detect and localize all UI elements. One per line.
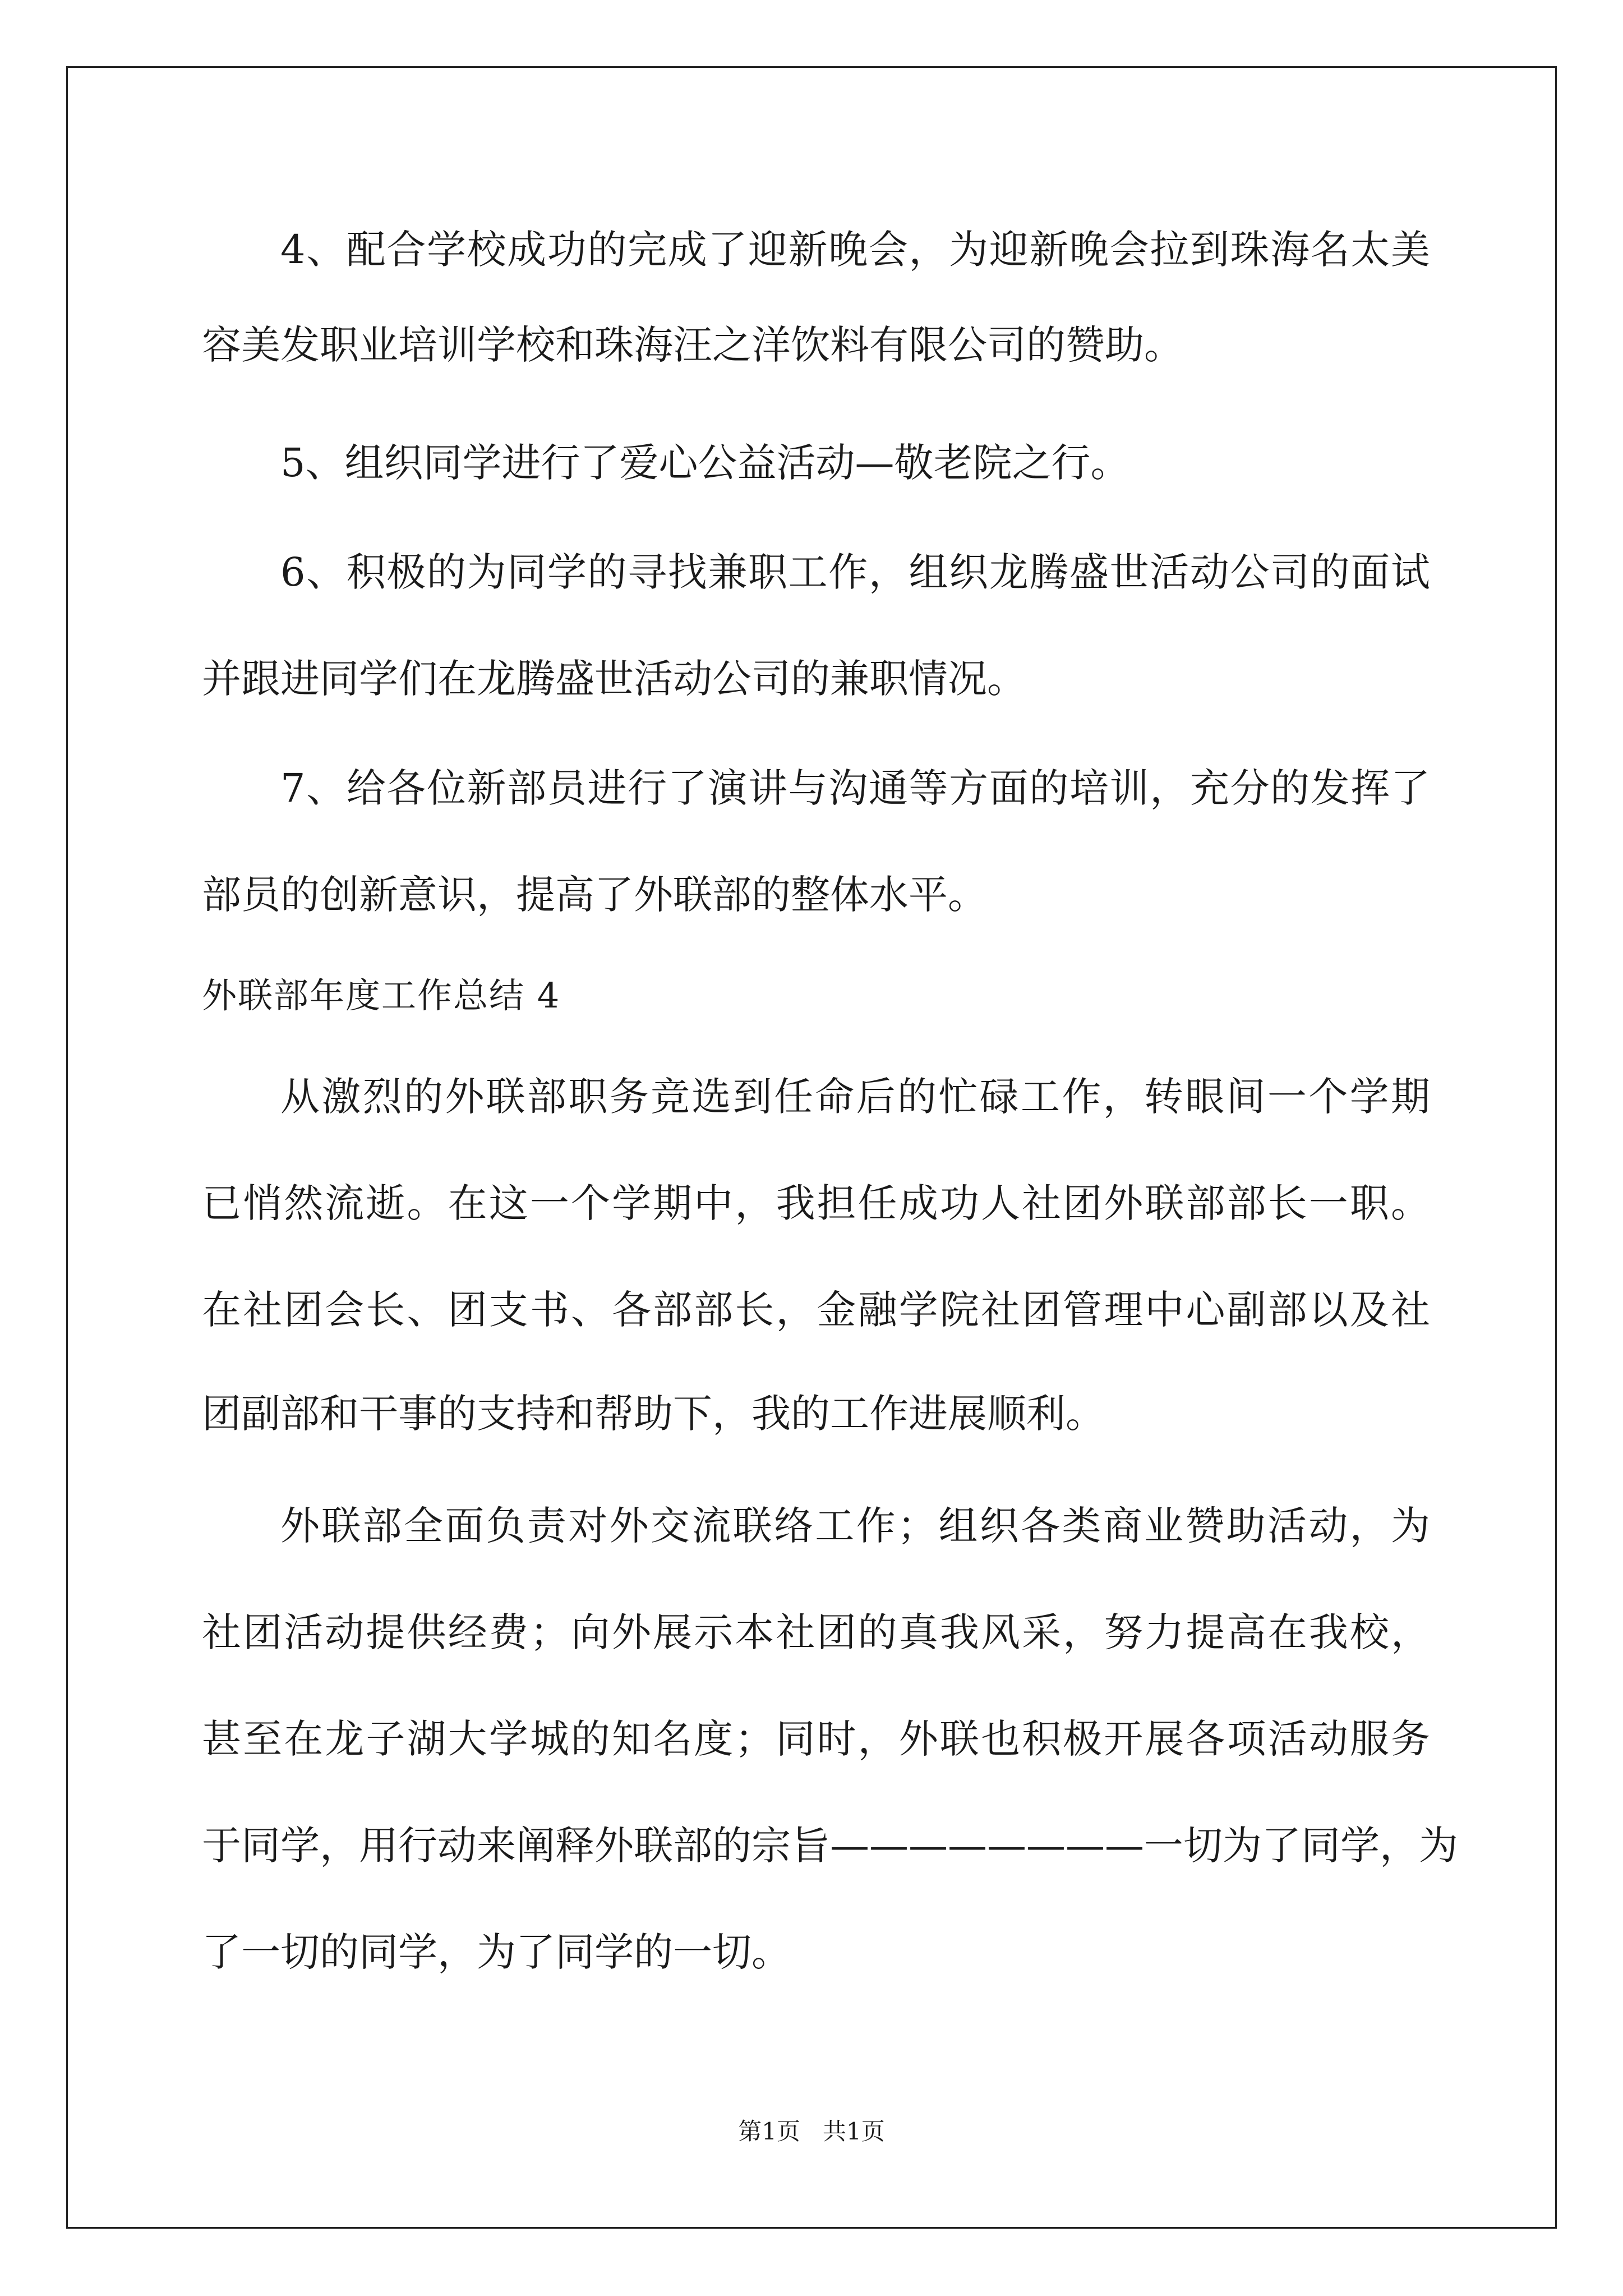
paragraph-line: 4、配合学校成功的完成了迎新晚会，为迎新晚会拉到珠海名太美: [280, 227, 1430, 273]
paragraph-line: 团副部和干事的支持和帮助下，我的工作进展顺利。: [202, 1391, 1105, 1437]
paragraph-line: 外联部全面负责对外交流联络工作；组织各类商业赞助活动，为: [280, 1503, 1430, 1549]
section-heading: 外联部年度工作总结 4: [202, 975, 561, 1016]
paragraph-line: 并跟进同学们在龙腾盛世活动公司的兼职情况。: [202, 656, 1026, 702]
paragraph-line: 已悄然流逝。在这一个学期中，我担任成功人社团外联部部长一职。: [202, 1180, 1430, 1226]
page-number: 第1页 共1页: [738, 2118, 885, 2145]
paragraph-line: 5、组织同学进行了爱心公益活动—敬老院之行。: [280, 440, 1130, 486]
page-border: [66, 66, 1557, 2229]
paragraph-line: 在社团会长、团支书、各部部长，金融学院社团管理中心副部以及社: [202, 1287, 1430, 1333]
paragraph-line: 社团活动提供经费；向外展示本社团的真我风采，努力提高在我校，: [202, 1609, 1430, 1655]
paragraph-line: 从激烈的外联部职务竞选到任命后的忙碌工作，转眼间一个学期: [280, 1074, 1430, 1120]
paragraph-line: 了一切的同学，为了同学的一切。: [202, 1929, 791, 1975]
paragraph-line: 于同学，用行动来阐释外联部的宗旨————————一切为了同学，为: [202, 1823, 1458, 1869]
paragraph-line: 7、给各位新部员进行了演讲与沟通等方面的培训，充分的发挥了: [280, 765, 1430, 811]
paragraph-line: 容美发职业培训学校和珠海汪之洋饮料有限公司的赞助。: [202, 322, 1183, 368]
paragraph-line: 部员的创新意识，提高了外联部的整体水平。: [202, 872, 987, 918]
paragraph-line: 甚至在龙子湖大学城的知名度；同时，外联也积极开展各项活动服务: [202, 1716, 1430, 1762]
paragraph-line: 6、积极的为同学的寻找兼职工作，组织龙腾盛世活动公司的面试: [280, 549, 1430, 595]
